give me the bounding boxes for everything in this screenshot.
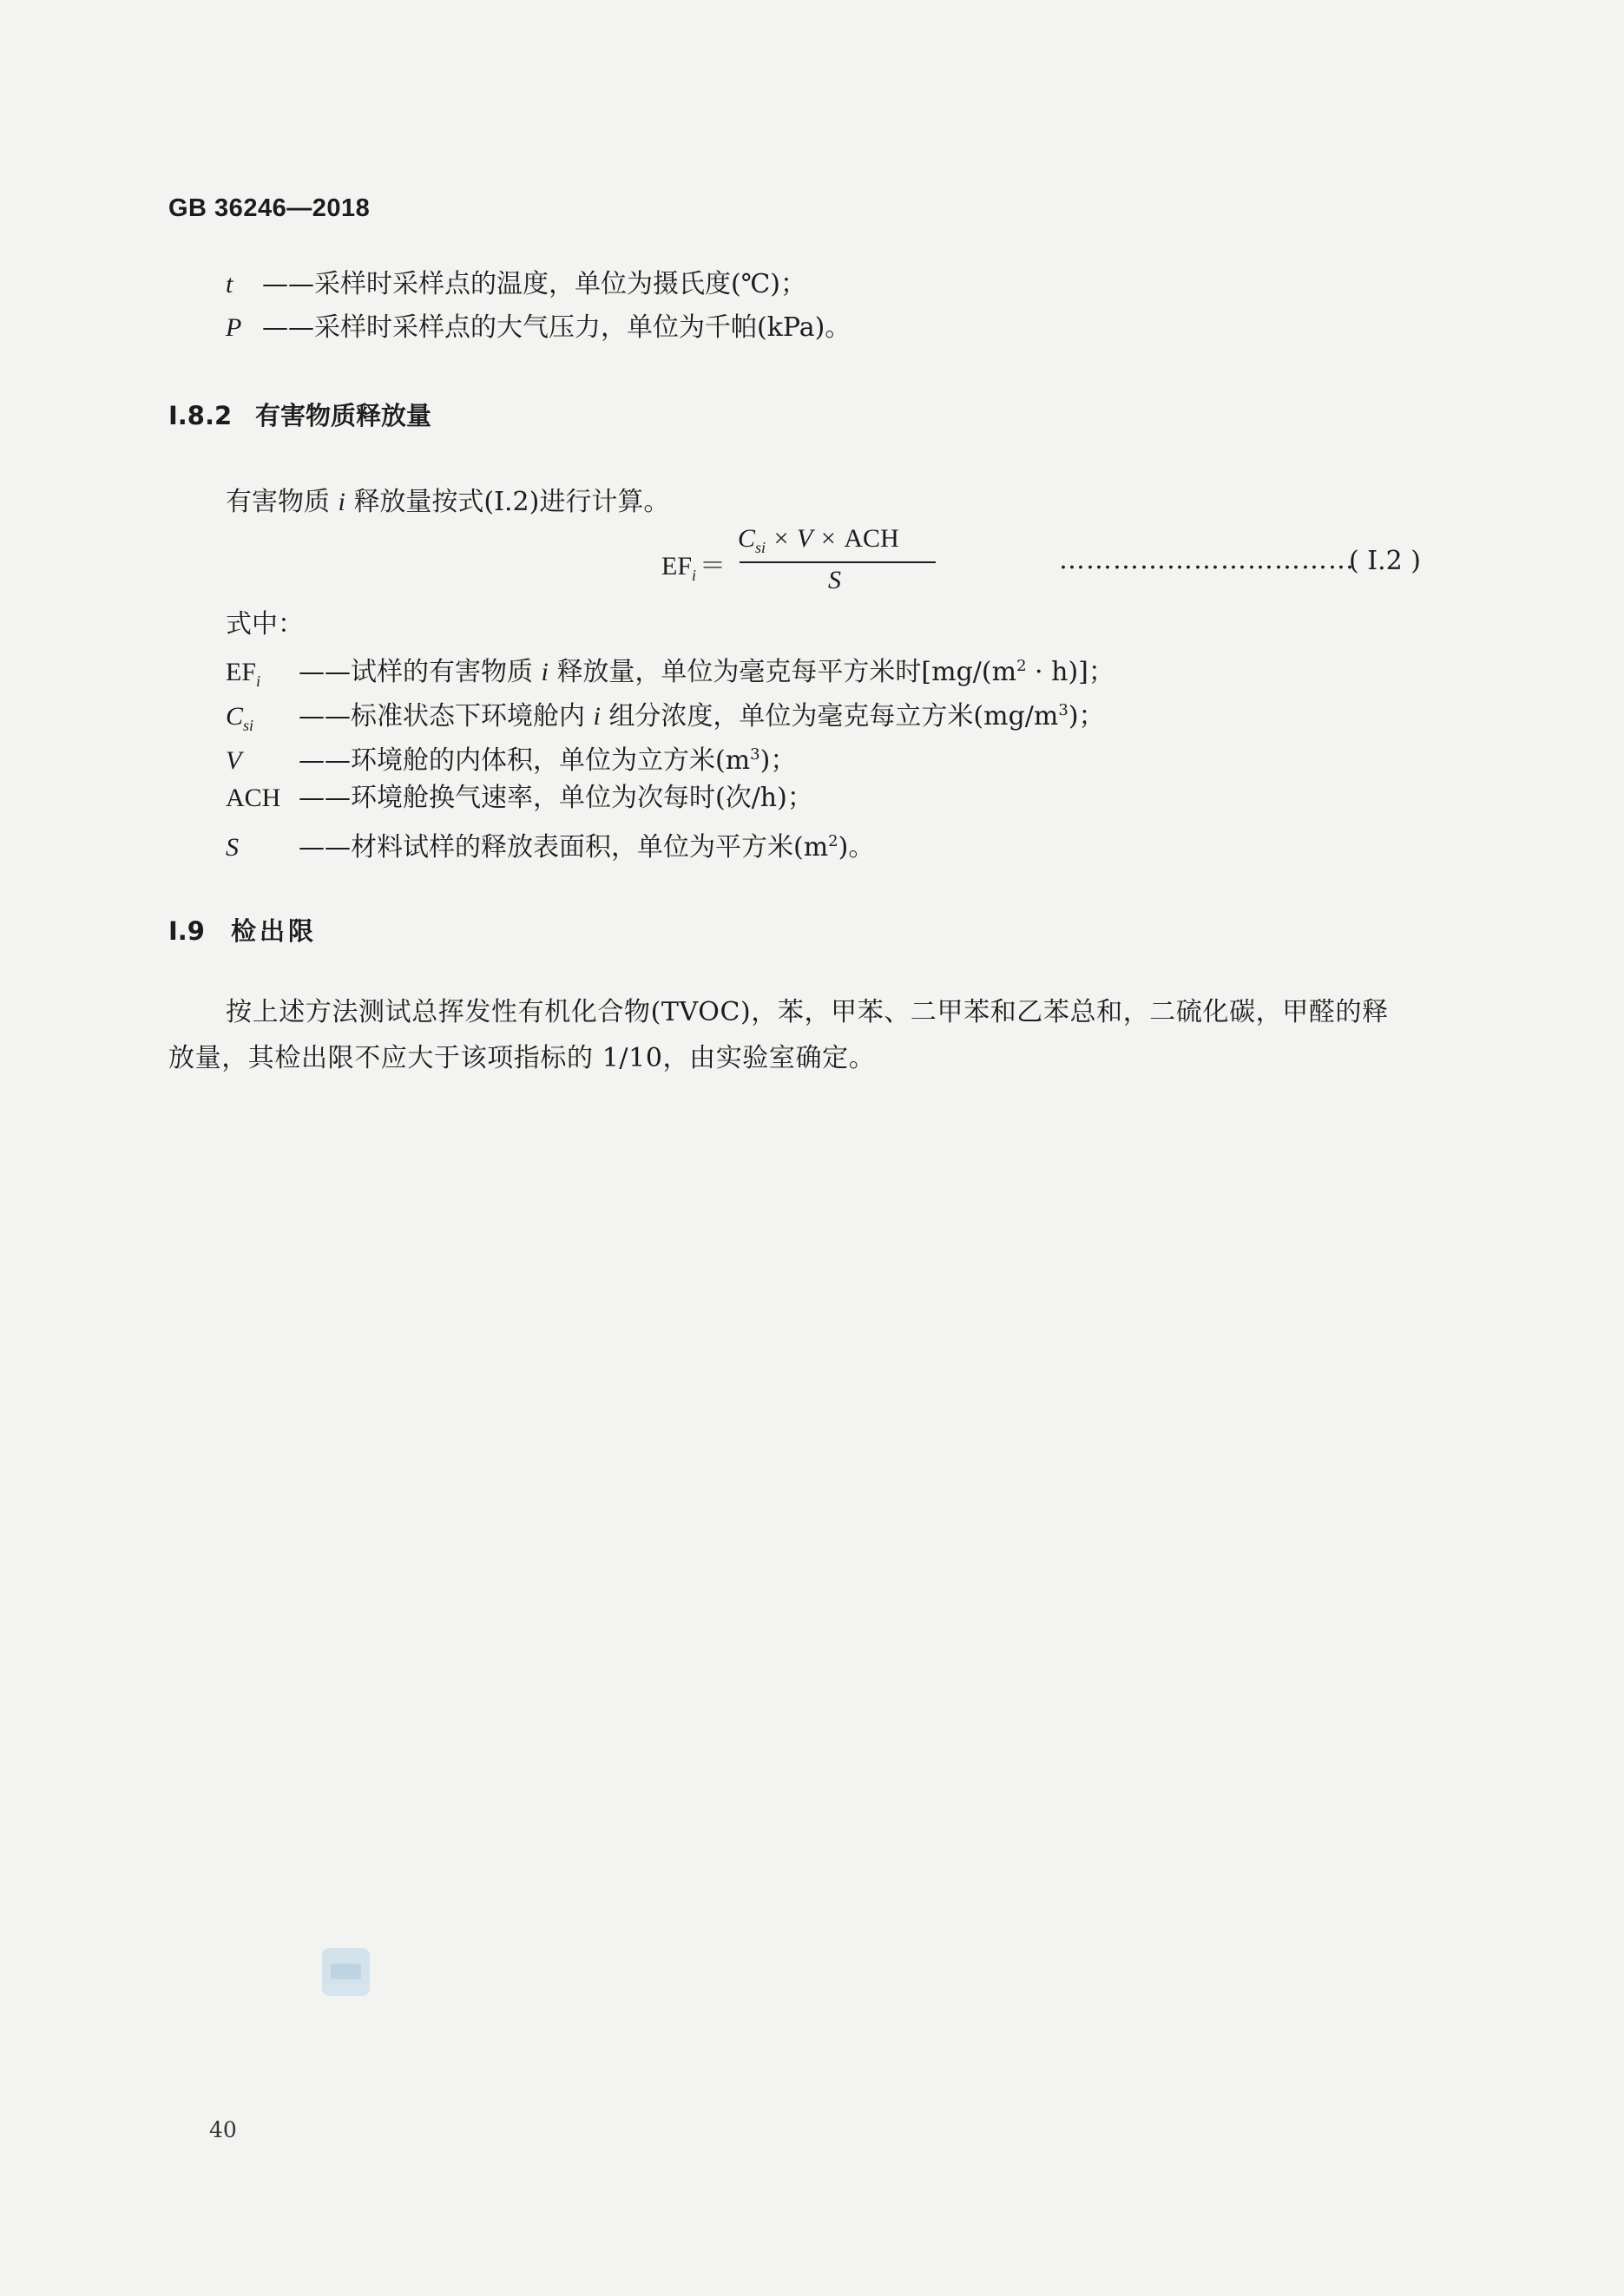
formula-denominator (828, 565, 841, 595)
var-symbol: S (226, 833, 239, 862)
section-title: 检出限 (231, 916, 318, 946)
section-title: 有害物质释放量 (255, 401, 432, 430)
var-description-var: i (541, 658, 549, 686)
var-def-ach (226, 779, 813, 817)
var-symbol: t (226, 270, 233, 298)
formula-times: × (820, 524, 836, 553)
page-number: 40 (209, 2117, 237, 2142)
formula-c: C (738, 524, 756, 553)
var-def-v (226, 736, 796, 780)
var-symbol: V (226, 746, 242, 775)
dash: —— (299, 832, 351, 863)
detection-limit-paragraph-line1: 按上述方法测试总挥发性有机化合物(TVOC)，苯，甲苯、二甲苯和乙苯总和，二硫化碳，甲醛的释 (226, 997, 1389, 1027)
formula-intro (226, 483, 669, 522)
var-symbol: P (226, 313, 242, 342)
var-symbol-sub: si (243, 717, 254, 734)
var-description: 环境舱的内体积，单位为立方米(m (351, 745, 751, 776)
var-description-sup: 3 (1058, 701, 1068, 719)
section-heading-i82 (168, 397, 431, 432)
formula-v: V (797, 524, 813, 553)
var-def-t (226, 266, 806, 304)
dash: —— (262, 269, 314, 299)
formula-numerator (738, 523, 899, 557)
var-symbol-main: EF (226, 658, 257, 686)
fraction-bar (740, 561, 936, 563)
var-def-p (226, 309, 851, 347)
var-symbol-main: C (226, 702, 244, 731)
var-description-after: 组分浓度，单位为毫克每立方米(mg/m (608, 701, 1059, 731)
equation-number: ( I.2 ) (1349, 546, 1421, 576)
var-symbol-sub: i (256, 672, 261, 690)
section-number: I.9 (168, 916, 205, 946)
var-def-s (226, 823, 874, 867)
formula-ach: ACH (844, 524, 899, 553)
dash: —— (299, 701, 351, 731)
formula-times: × (773, 524, 789, 553)
dash: —— (299, 783, 351, 813)
formula-equals: ＝ (700, 552, 727, 581)
formula-s: S (828, 566, 841, 594)
var-symbol: ACH (226, 784, 281, 812)
standard-number: GB 36246—2018 (168, 194, 371, 222)
dash: —— (299, 657, 351, 687)
formula-c-sub: si (755, 539, 766, 556)
var-description-var: i (593, 702, 601, 731)
formula-lhs-symbol: EF (661, 552, 693, 581)
var-description: 材料试样的释放表面积，单位为平方米(m (351, 832, 829, 863)
var-description: 环境舱换气速率，单位为次每时(次/h)； (351, 783, 813, 813)
detection-limit-paragraph-line2: 放量，其检出限不应大于该项指标的 1/10，由实验室确定。 (168, 1043, 876, 1073)
var-description-sup: 2 (1016, 657, 1027, 675)
var-description-sup: 3 (750, 745, 760, 764)
formula-lhs-sub: i (692, 567, 697, 584)
var-description-tail: )。 (838, 832, 875, 863)
formula-lhs (661, 544, 726, 585)
var-description-tail: · h)]； (1026, 657, 1114, 687)
intro-var: i (338, 488, 345, 516)
intro-text: 有害物质 (226, 487, 330, 517)
watermark-stamp (322, 1948, 370, 1996)
var-description-tail: )； (1068, 701, 1105, 731)
where-label: 式中： (226, 609, 304, 640)
var-description: 采样时采样点的大气压力，单位为千帕(kPa)。 (314, 312, 851, 343)
intro-text-after: 释放量按式(I.2)进行计算。 (353, 487, 670, 517)
var-description-after: 释放量，单位为毫克每平方米时[mg/(m (556, 657, 1017, 687)
section-heading-i9 (168, 912, 317, 948)
section-number: I.8.2 (168, 401, 233, 430)
var-description: 试样的有害物质 (351, 657, 533, 687)
equation-leader-dots: …………………………… (1059, 545, 1355, 575)
var-description-tail: )； (759, 745, 797, 776)
dash: —— (262, 312, 314, 343)
var-description: 标准状态下环境舱内 (351, 701, 585, 731)
dash: —— (299, 745, 351, 776)
var-description-sup: 2 (828, 832, 838, 850)
var-description: 采样时采样点的温度，单位为摄氏度(℃)； (314, 269, 806, 299)
